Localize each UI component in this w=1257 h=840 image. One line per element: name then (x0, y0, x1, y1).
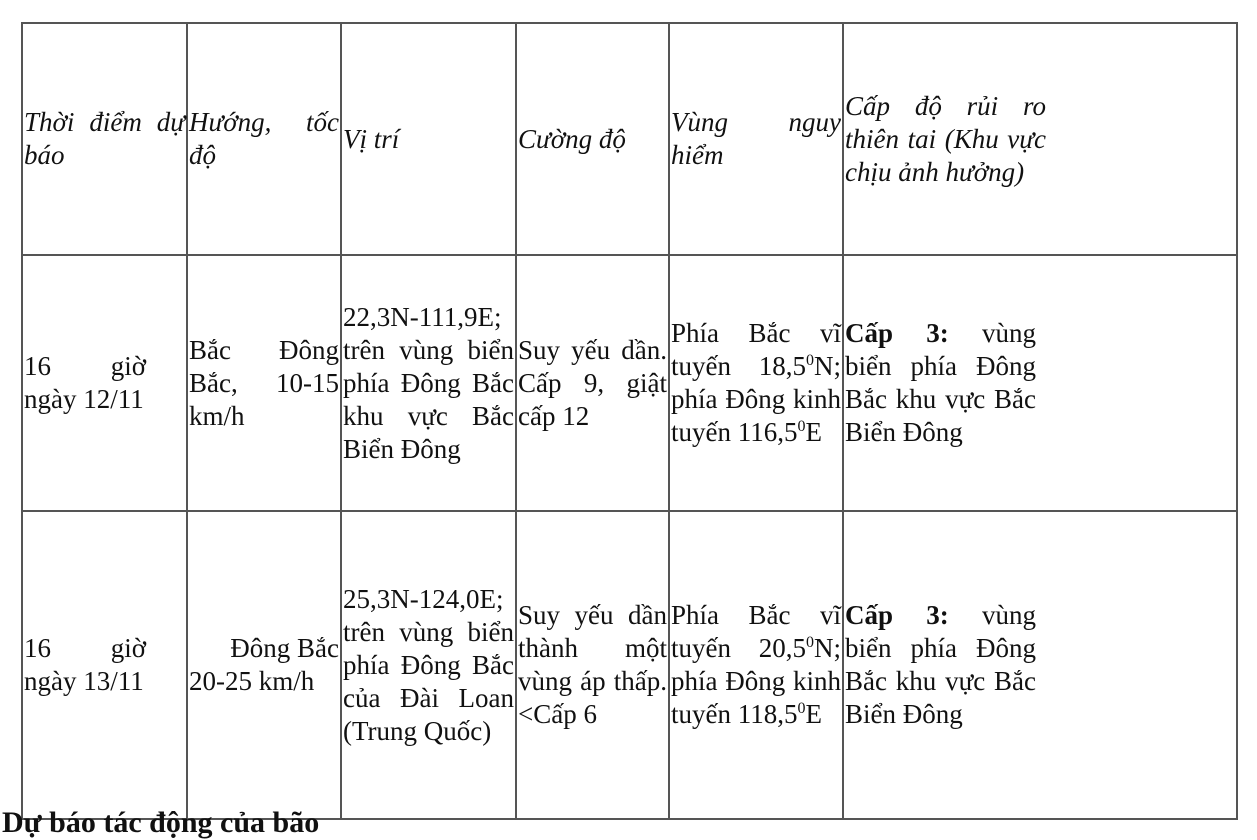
cell-time: 16 giờ ngày 13/11 (22, 511, 187, 819)
cell-direction: Đông Bắc 20-25 km/h (187, 511, 341, 819)
risk-level: Cấp 3: (845, 318, 949, 348)
degree-sup: 0 (797, 418, 806, 435)
header-risk-level: Cấp độ rủi ro thiên tai (Khu vực chịu ảnh hưởng) (843, 23, 1237, 255)
danger-text: E (805, 417, 822, 447)
header-position: Vị trí (341, 23, 516, 255)
header-intensity: Cường độ (516, 23, 669, 255)
danger-text: E (805, 699, 822, 729)
cell-intensity: Suy yếu dần thành một vùng áp thấp. <Cấp 6 (516, 511, 669, 819)
danger-text: N; phía Đông kinh tuyến 116,5 (671, 351, 841, 447)
table-row (22, 511, 1237, 819)
degree-sup: 0 (806, 634, 814, 651)
cell-intensity: Suy yếu dần. Cấp 9, giật cấp 12 (516, 255, 669, 511)
header-row (22, 23, 1237, 255)
risk-level: Cấp 3: (845, 600, 949, 630)
header-danger-zone: Vùng nguy hiểm (669, 23, 843, 255)
header-time: Thời điểm dự báo (22, 23, 187, 255)
cell-risk (843, 255, 1237, 511)
section-heading: Dự báo tác động của bão (2, 806, 320, 839)
table-row (22, 255, 1237, 511)
header-direction: Hướng, tốc độ (187, 23, 341, 255)
cell-direction: Bắc Đông Bắc, 10-15 km/h (187, 255, 341, 511)
cell-risk (843, 511, 1237, 819)
cell-time: 16 giờ ngày 12/11 (22, 255, 187, 511)
degree-sup: 0 (797, 700, 806, 717)
cell-position: 22,3N-111,9E; trên vùng biển phía Đông Bắc khu vực Bắc Biển Đông (341, 255, 516, 511)
danger-text: Phía Bắc vĩ tuyến 18,5 (671, 318, 841, 381)
risk-area: vùng biển phía Đông Bắc khu vực Bắc Biển Đông (845, 318, 1036, 447)
cell-danger-zone (669, 255, 843, 511)
degree-sup: 0 (806, 352, 814, 369)
cell-position: 25,3N-124,0E; trên vùng biển phía Đông Bắc của Đài Loan (Trung Quốc) (341, 511, 516, 819)
forecast-table (21, 22, 1238, 820)
danger-text: N; phía Đông kinh tuyến 118,5 (671, 633, 841, 729)
cell-danger-zone (669, 511, 843, 819)
risk-area: vùng biển phía Đông Bắc khu vực Bắc Biển Đông (845, 600, 1036, 729)
danger-text: Phía Bắc vĩ tuyến 20,5 (671, 600, 841, 663)
